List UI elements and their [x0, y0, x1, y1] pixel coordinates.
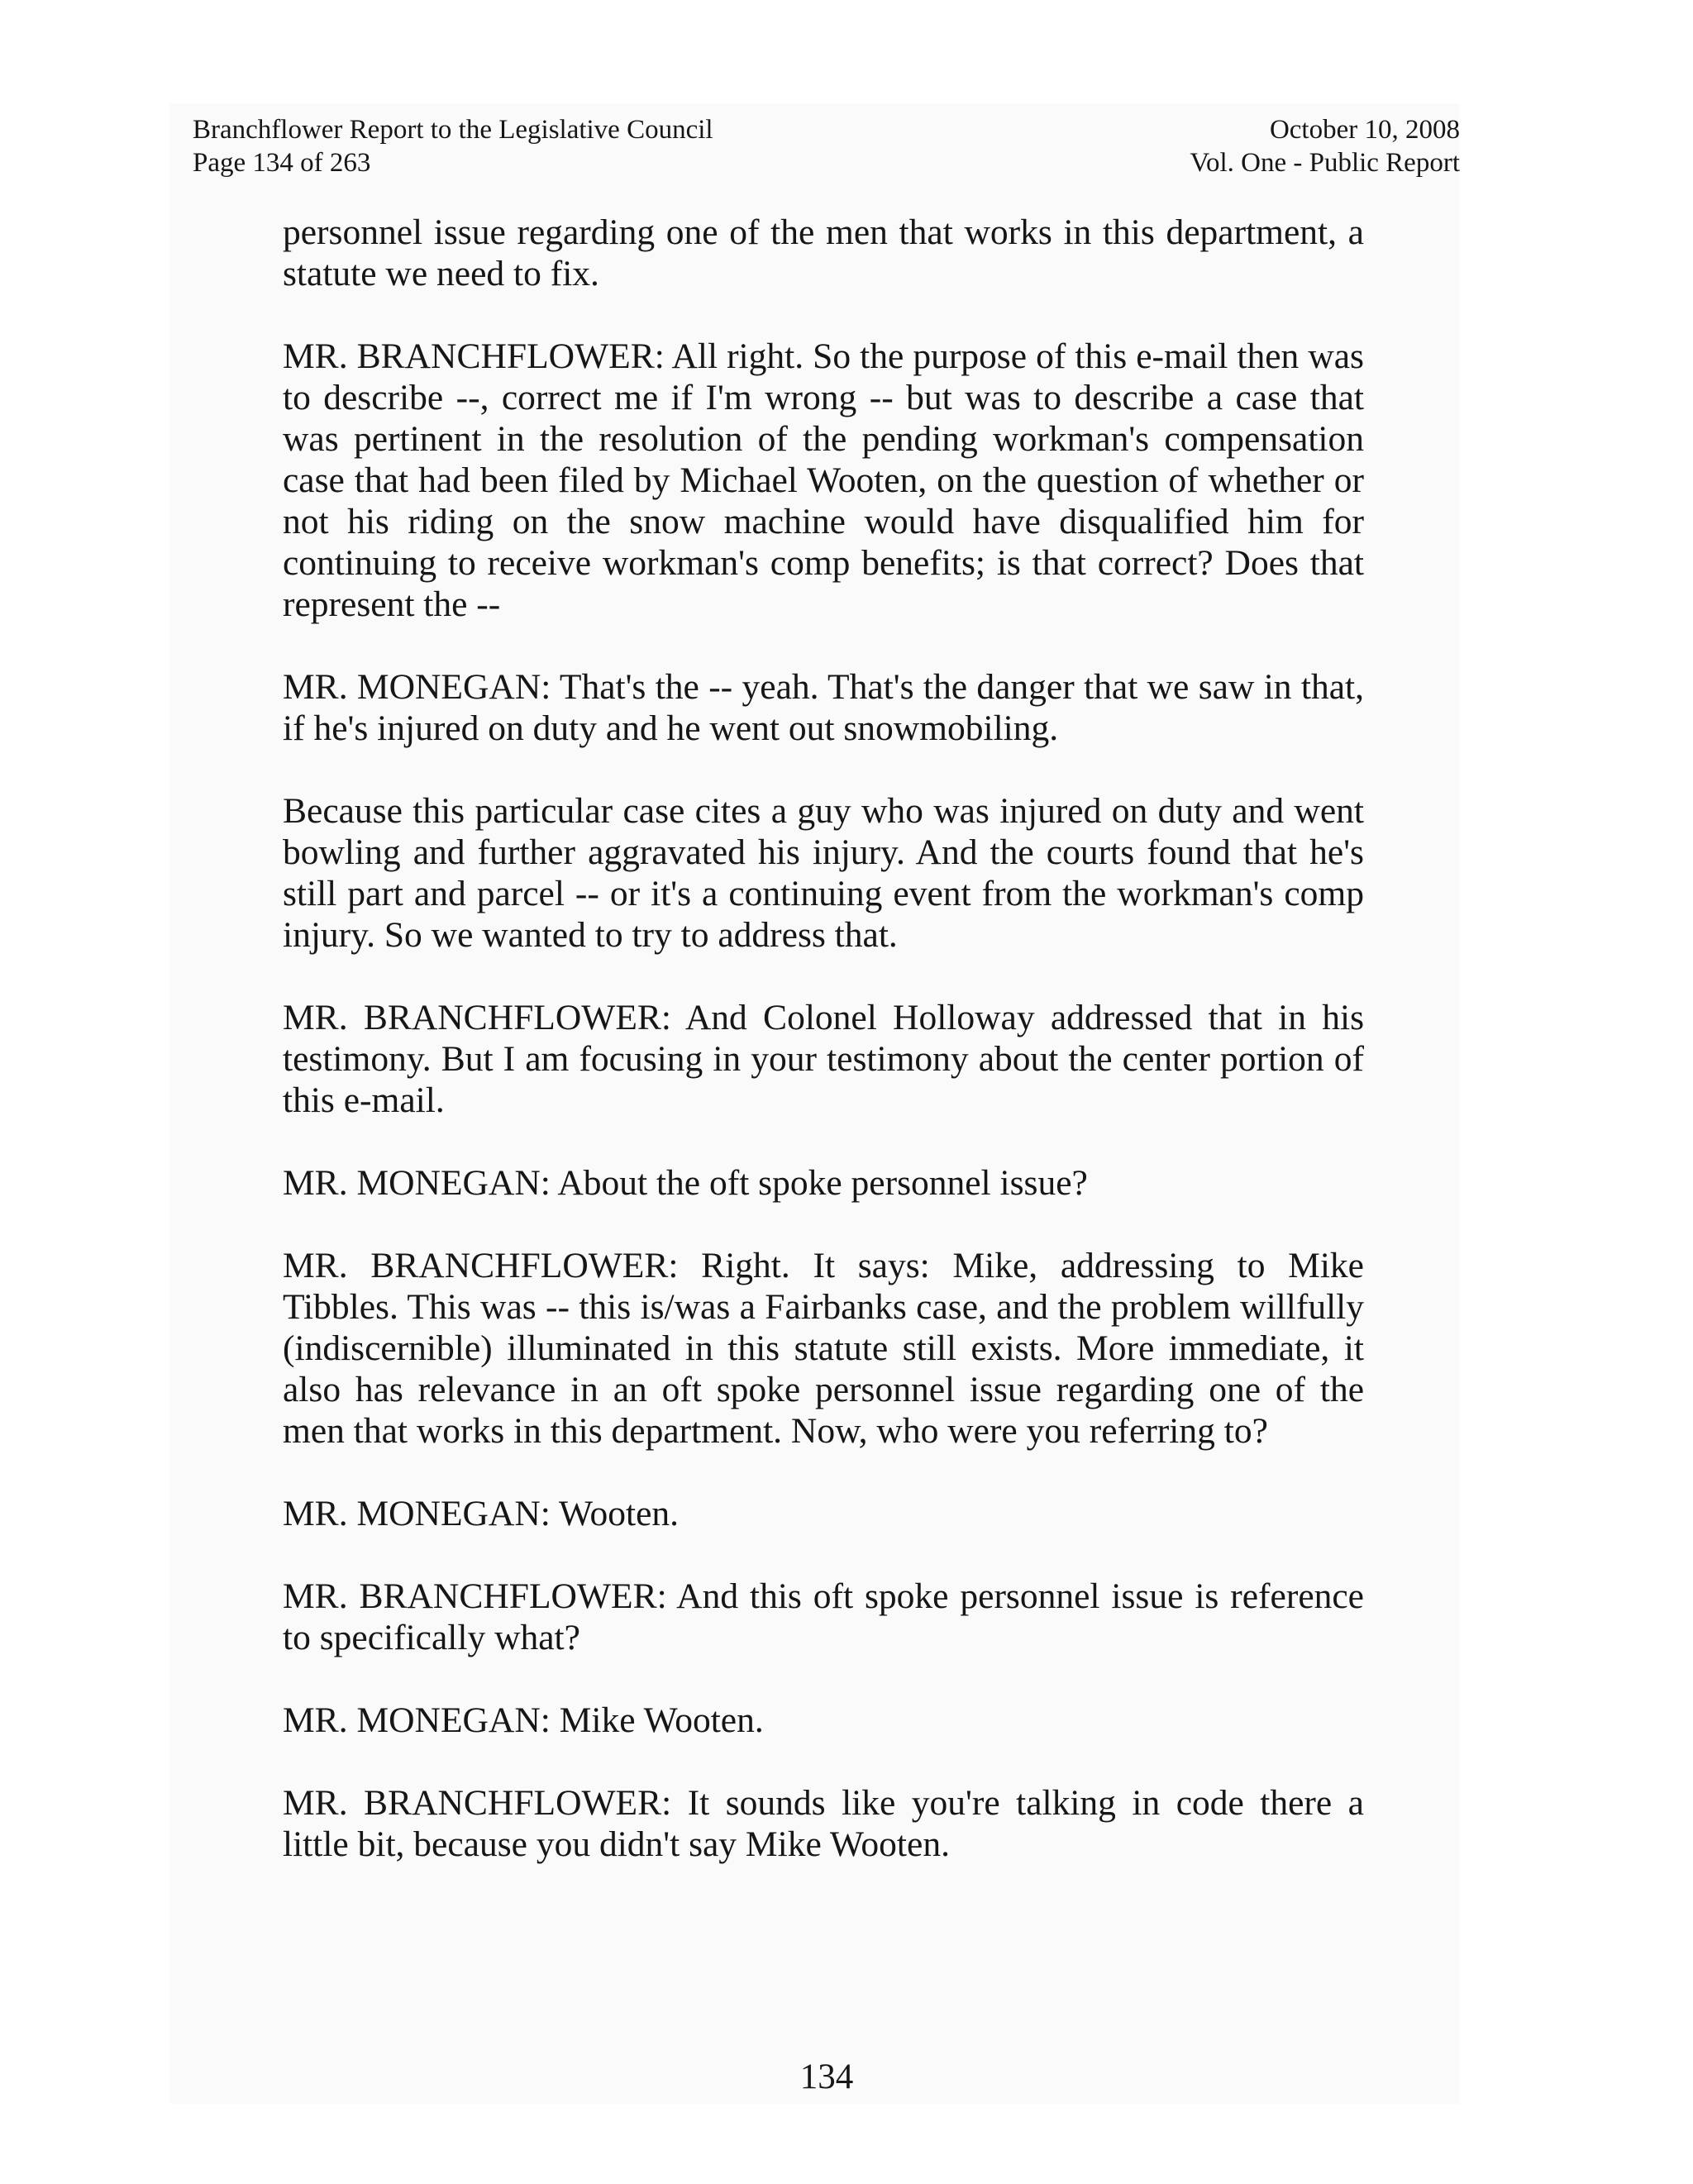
paragraph: MR. BRANCHFLOWER: All right. So the purpose of this e-mail then was to describe --, correct me if I'm wrong -- but was to describe a case that was pertinent in the resolution of the pending workman's compensation case that had been filed by Michael Wooten, on the question of whether or not his riding on the snow machine would have disqualified him for continuing to receive workman's comp benefits; is that correct? Does that represent the -- [283, 336, 1364, 624]
page-count: Page 134 of 263 [193, 148, 371, 178]
paragraph: MR. BRANCHFLOWER: Right. It says: Mike, addressing to Mike Tibbles. This was -- this is/was a Fairbanks case, and the problem willfully (indiscernible) illuminated in this statute still exists. More immediate, it also has relevance in an oft spoke personnel issue regarding one of the men that works in this department. Now, who were you referring to? [283, 1246, 1364, 1451]
volume-label: Vol. One - Public Report [1190, 148, 1460, 178]
paragraph: MR. MONEGAN: About the oft spoke personnel issue? [283, 1163, 1088, 1203]
running-header-left [193, 113, 713, 179]
running-header-right [1190, 113, 1460, 179]
paragraph: MR. MONEGAN: That's the -- yeah. That's the danger that we saw in that, if he's injured on duty and he went out snowmobiling. [283, 667, 1364, 748]
paragraph: MR. BRANCHFLOWER: And Colonel Holloway addressed that in his testimony. But I am focusing in your testimony about the center portion of this e-mail. [283, 998, 1364, 1120]
report-title: Branchflower Report to the Legislative Council [193, 115, 713, 145]
paragraph: MR. MONEGAN: Mike Wooten. [283, 1700, 764, 1740]
transcript-body [283, 212, 1364, 1865]
paragraph: MR. BRANCHFLOWER: It sounds like you're talking in code there a little bit, because you didn't say Mike Wooten. [283, 1783, 1364, 1864]
paragraph: MR. MONEGAN: Wooten. [283, 1494, 680, 1533]
paragraph: Because this particular case cites a guy who was injured on duty and went bowling and further aggravated his injury. And the courts found that he's still part and parcel -- or it's a continuing event from the workman's comp injury. So we wanted to try to address that. [283, 791, 1364, 955]
paragraph: personnel issue regarding one of the men that works in this department, a statute we need to fix. [283, 212, 1364, 293]
paragraph: MR. BRANCHFLOWER: And this oft spoke personnel issue is reference to specifically what? [283, 1576, 1364, 1657]
report-date: October 10, 2008 [1269, 115, 1460, 145]
page-number: 134 [799, 2058, 854, 2096]
